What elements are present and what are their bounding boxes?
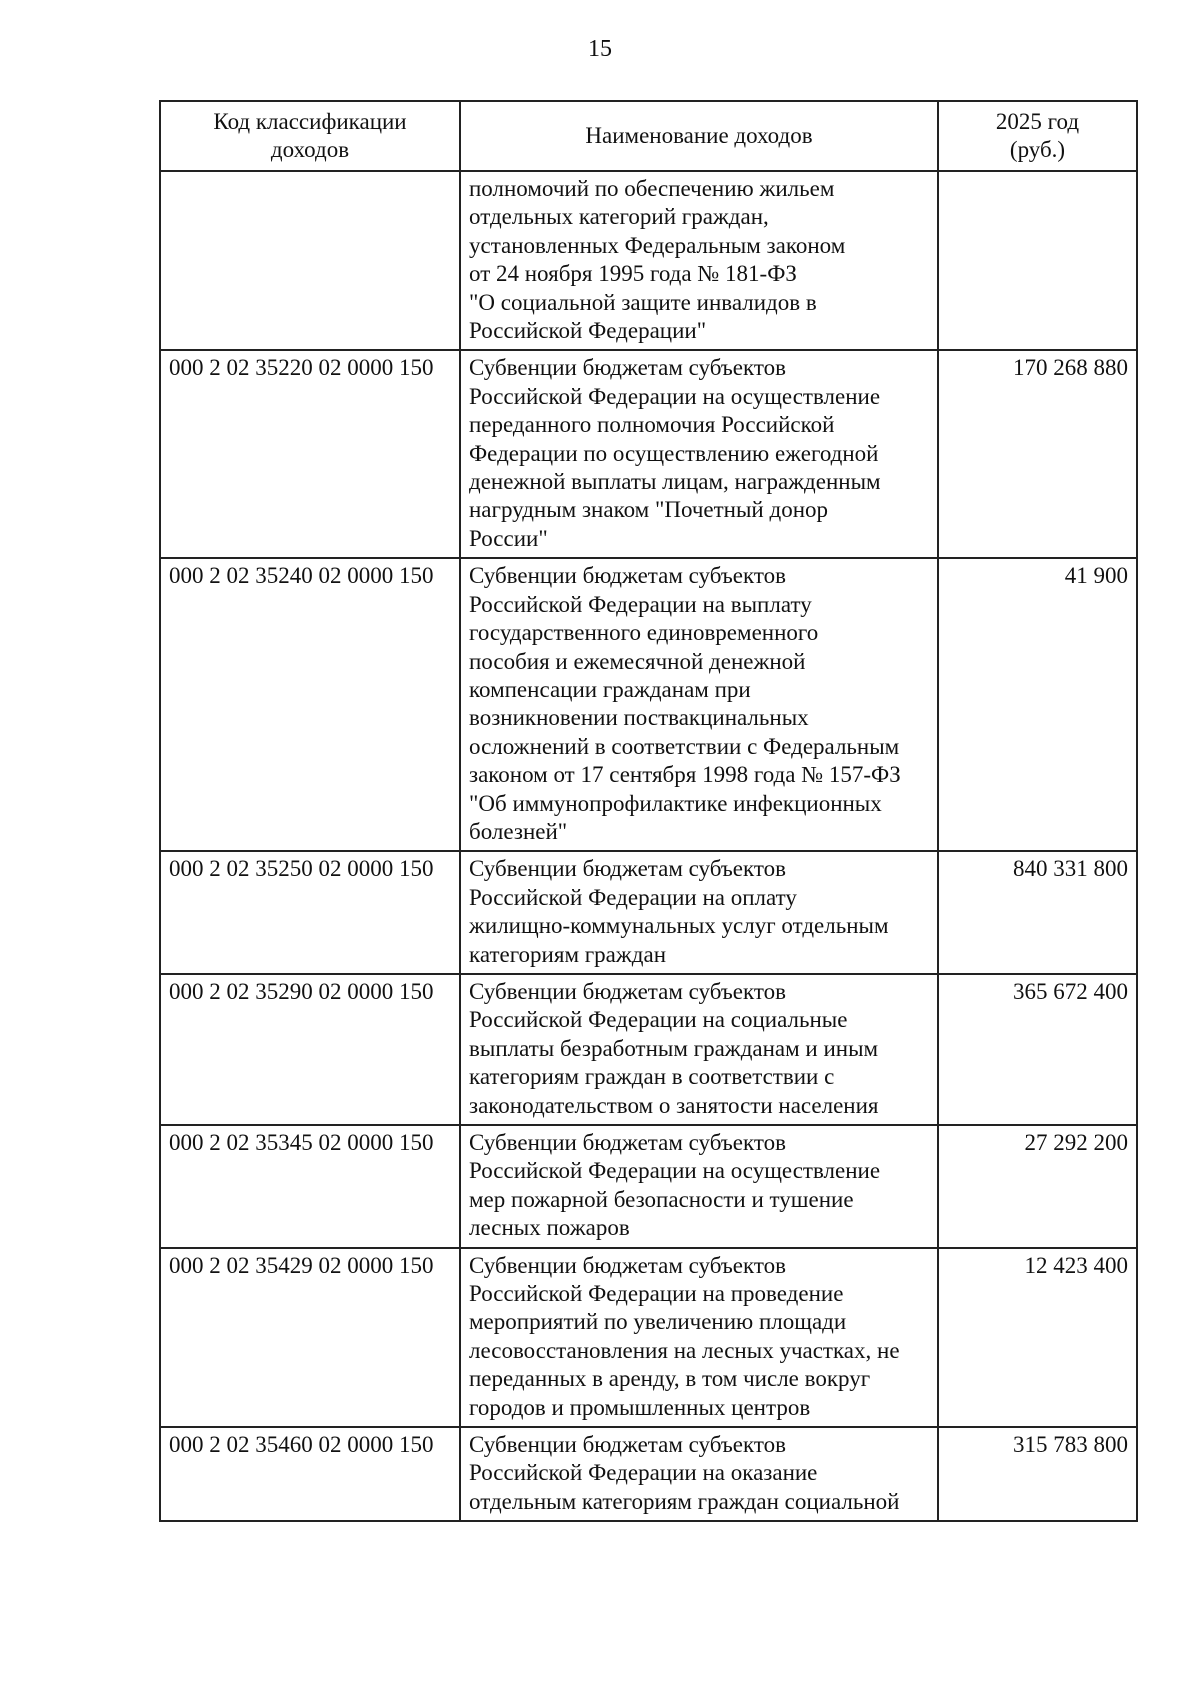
row-amount: 27 292 200 [938,1125,1137,1248]
header-amount: 2025 год (руб.) [938,101,1137,171]
table-row [160,974,1137,1125]
row-code: 000 2 02 35345 02 0000 150 [160,1125,460,1248]
row-code: 000 2 02 35220 02 0000 150 [160,350,460,558]
row-name: Субвенции бюджетам субъектов Российской Федерации на оплату жилищно-коммунальных услуг отдельным категориям граждан [460,851,938,974]
header-code: Код классификации доходов [160,101,460,171]
table-row [160,1248,1137,1427]
table-row [160,350,1137,558]
table-row [160,171,1137,350]
table-row [160,558,1137,851]
row-amount: 315 783 800 [938,1427,1137,1521]
header-name: Наименование доходов [460,101,938,171]
table-row [160,1125,1137,1248]
page-number: 15 [588,36,612,62]
row-name: Субвенции бюджетам субъектов Российской Федерации на выплату государственного единовременного пособия и ежемесячной денежной компенсации гражданам при возникновении поствакцинальных осложнений в соответствии с Федеральным законом от 17 сентября 1998 года № 157-ФЗ "Об иммунопрофилактике инфекционных болезней" [460,558,938,851]
row-code: 000 2 02 35429 02 0000 150 [160,1248,460,1427]
table-header-row [160,101,1137,171]
row-code [160,171,460,350]
row-name: Субвенции бюджетам субъектов Российской Федерации на социальные выплаты безработным гражданам и иным категориям граждан в соответствии с законодательством о занятости населения [460,974,938,1125]
row-code: 000 2 02 35290 02 0000 150 [160,974,460,1125]
row-name: Субвенции бюджетам субъектов Российской Федерации на осуществление переданного полномочия Российской Федерации по осуществлению ежегодной денежной выплаты лицам, награжденным нагрудным знаком "Почетный донор России" [460,350,938,558]
row-amount: 365 672 400 [938,974,1137,1125]
row-amount [938,171,1137,350]
row-amount: 41 900 [938,558,1137,851]
row-name: полномочий по обеспечению жильем отдельных категорий граждан, установленных Федеральным законом от 24 ноября 1995 года № 181-ФЗ "О социальной защите инвалидов в Российской Федерации" [460,171,938,350]
row-amount: 840 331 800 [938,851,1137,974]
row-amount: 12 423 400 [938,1248,1137,1427]
row-amount: 170 268 880 [938,350,1137,558]
row-name: Субвенции бюджетам субъектов Российской Федерации на оказание отдельным категориям граждан социальной [460,1427,938,1521]
row-code: 000 2 02 35250 02 0000 150 [160,851,460,974]
income-table [159,100,1138,1522]
table-row [160,1427,1137,1521]
table-row [160,851,1137,974]
row-name: Субвенции бюджетам субъектов Российской Федерации на проведение мероприятий по увеличению площади лесовосстановления на лесных участках, не переданных в аренду, в том числе вокруг городов и промышленных центров [460,1248,938,1427]
row-code: 000 2 02 35240 02 0000 150 [160,558,460,851]
row-code: 000 2 02 35460 02 0000 150 [160,1427,460,1521]
row-name: Субвенции бюджетам субъектов Российской Федерации на осуществление мер пожарной безопасности и тушение лесных пожаров [460,1125,938,1248]
